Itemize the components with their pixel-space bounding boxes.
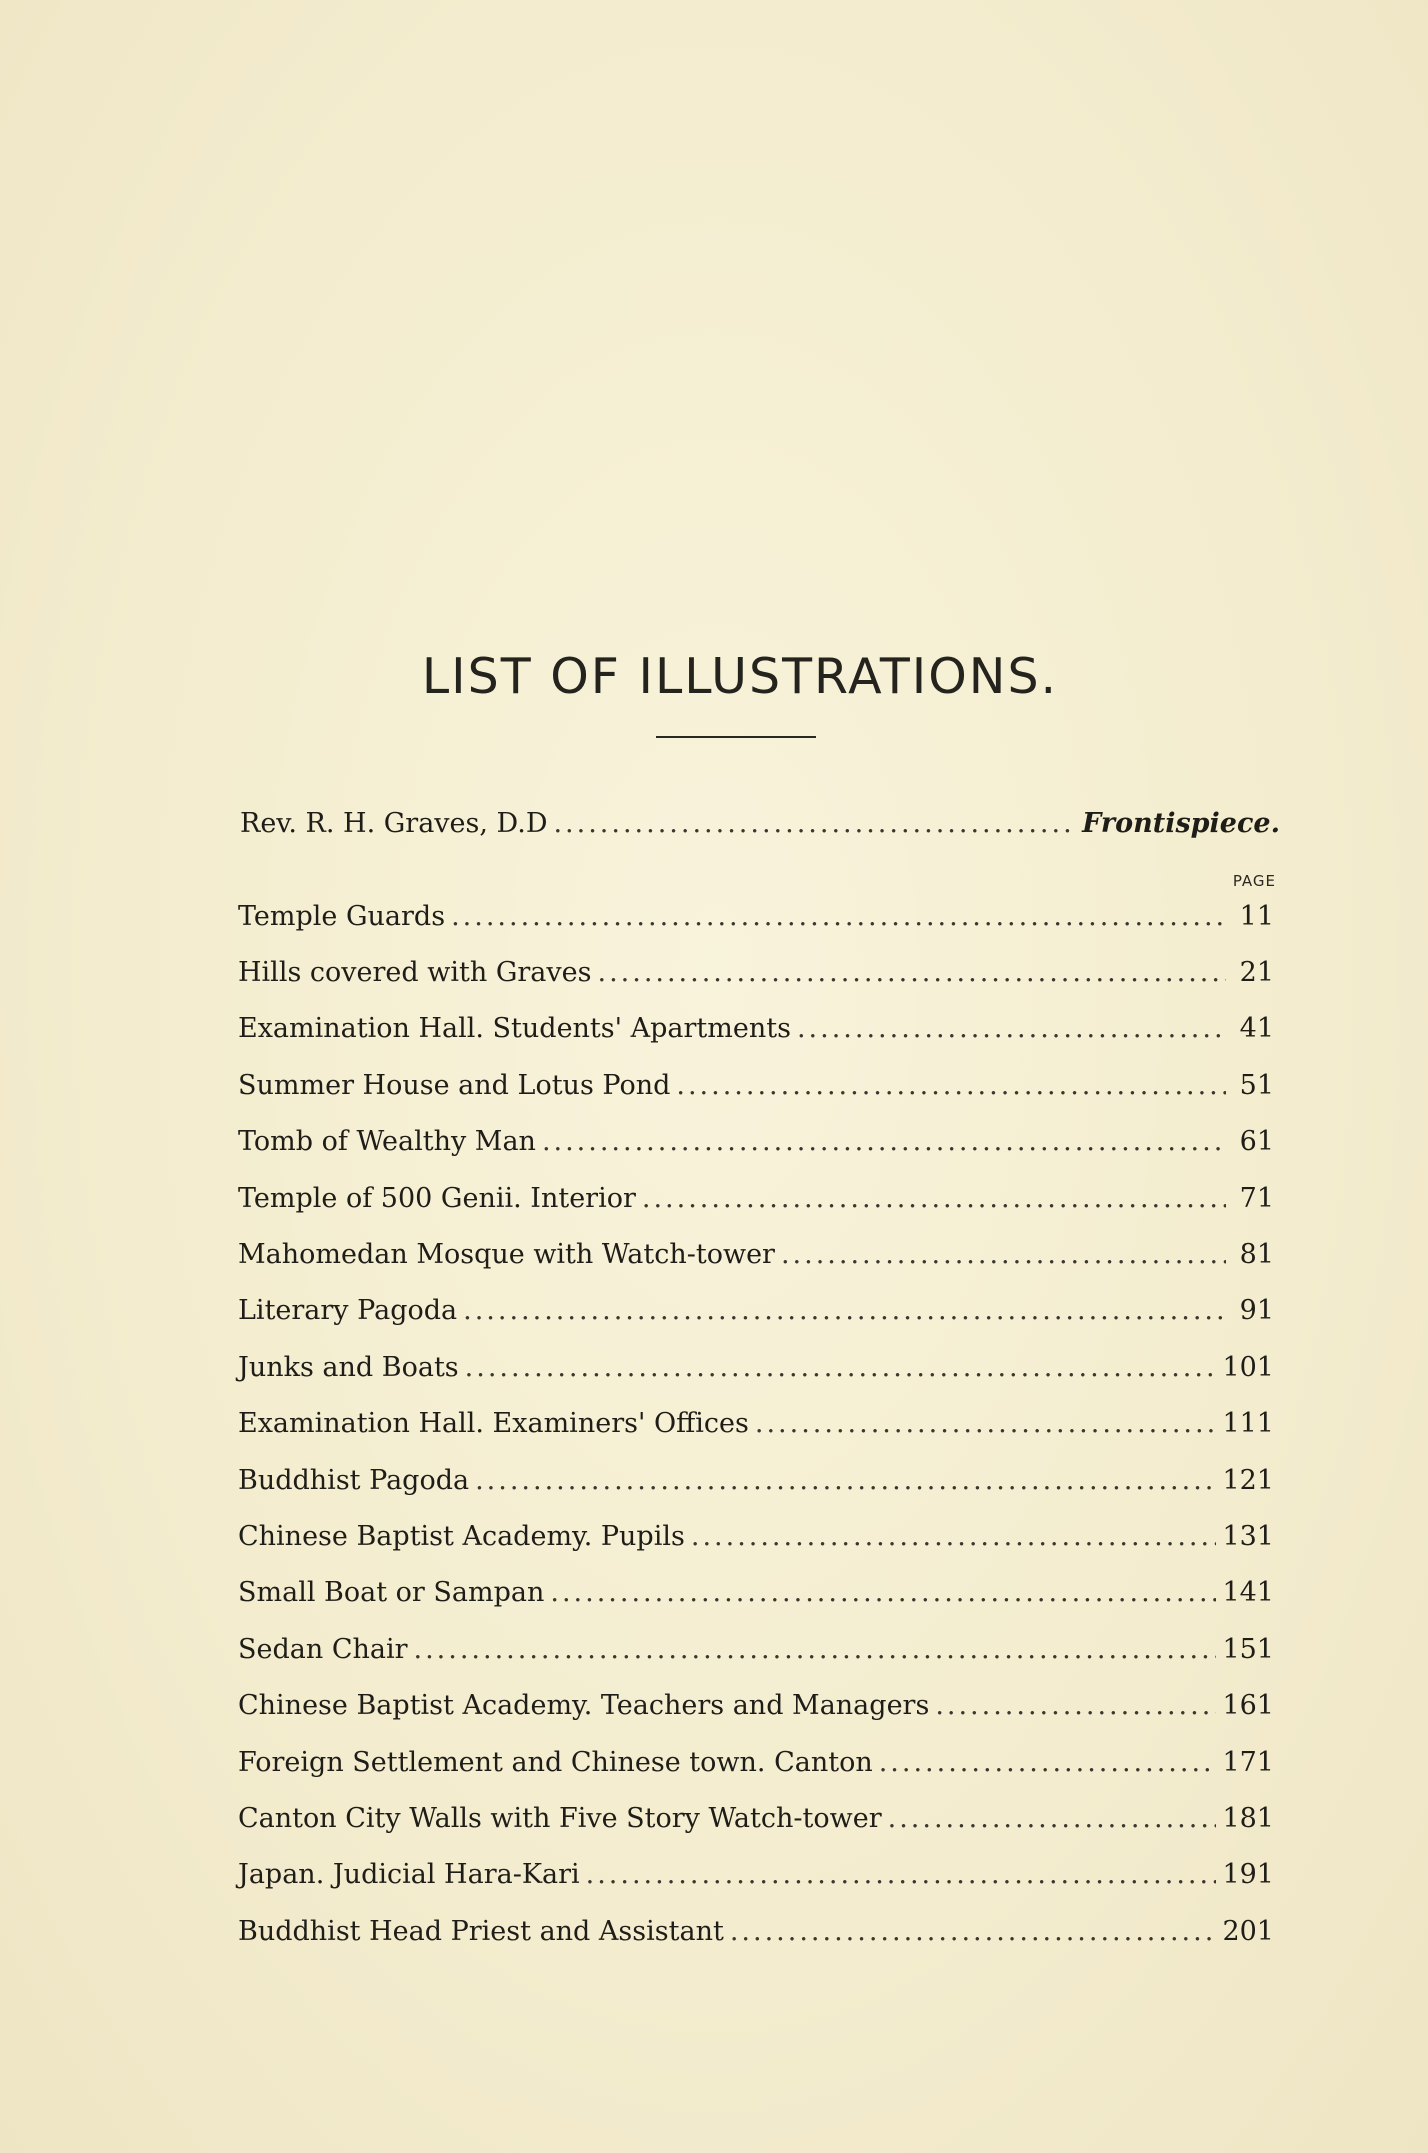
dot-leader bbox=[888, 1803, 1217, 1834]
list-item bbox=[238, 1170, 1274, 1226]
list-item bbox=[238, 1283, 1274, 1339]
illustration-title: Chinese Baptist Academy. Teachers and Managers bbox=[238, 1690, 930, 1722]
illustration-title: Mahomedan Mosque with Watch-tower bbox=[238, 1239, 775, 1271]
illustration-title: Temple of 500 Genii. Interior bbox=[238, 1182, 636, 1214]
frontispiece-value: Frontispiece. bbox=[1082, 808, 1280, 839]
list-item bbox=[238, 1226, 1274, 1282]
dot-leader bbox=[586, 1859, 1217, 1890]
page-number: 71 bbox=[1239, 1182, 1274, 1214]
list-item bbox=[238, 1790, 1274, 1846]
page-number: 51 bbox=[1239, 1069, 1274, 1101]
list-item bbox=[238, 1057, 1274, 1113]
illustration-title: Literary Pagoda bbox=[238, 1295, 458, 1327]
page-number: 151 bbox=[1222, 1633, 1274, 1665]
dot-leader bbox=[781, 1239, 1226, 1270]
dot-leader bbox=[542, 1126, 1226, 1157]
page-number: 161 bbox=[1222, 1690, 1274, 1722]
page-number: 11 bbox=[1239, 900, 1274, 932]
page-number: 41 bbox=[1239, 1013, 1274, 1045]
page-number: 141 bbox=[1222, 1577, 1274, 1609]
illustration-title: Sedan Chair bbox=[238, 1633, 408, 1665]
frontispiece-entry bbox=[240, 808, 1280, 852]
list-item bbox=[238, 1396, 1274, 1452]
dot-leader bbox=[553, 808, 1076, 839]
page-number: 121 bbox=[1222, 1464, 1274, 1496]
dot-leader bbox=[935, 1690, 1216, 1721]
page-number: 91 bbox=[1239, 1295, 1274, 1327]
illustration-title: Canton City Walls with Five Story Watch-tower bbox=[238, 1802, 882, 1834]
dot-leader bbox=[451, 901, 1226, 932]
page-number: 201 bbox=[1222, 1915, 1274, 1947]
dot-leader bbox=[642, 1183, 1226, 1214]
page-column-header: PAGE bbox=[1232, 872, 1276, 890]
illustration-title: Small Boat or Sampan bbox=[238, 1577, 545, 1609]
list-item bbox=[238, 1565, 1274, 1621]
page-number: 111 bbox=[1222, 1408, 1274, 1440]
illustration-title: Hills covered with Graves bbox=[238, 957, 592, 989]
list-item bbox=[238, 1734, 1274, 1790]
dot-leader bbox=[691, 1521, 1217, 1552]
dot-leader bbox=[730, 1916, 1217, 1947]
dot-leader bbox=[597, 957, 1226, 988]
list-item bbox=[238, 1339, 1274, 1395]
dot-leader bbox=[879, 1747, 1217, 1778]
frontispiece-label: Rev. R. H. Graves, D.D bbox=[240, 808, 548, 839]
list-item bbox=[238, 1508, 1274, 1564]
page-number: 61 bbox=[1239, 1126, 1274, 1158]
list-item bbox=[238, 1677, 1274, 1733]
illustration-title: Summer House and Lotus Pond bbox=[238, 1069, 671, 1101]
illustration-title: Japan. Judicial Hara-Kari bbox=[238, 1859, 580, 1891]
illustration-title: Temple Guards bbox=[238, 900, 446, 932]
illustration-title: Junks and Boats bbox=[238, 1351, 459, 1383]
illustration-title: Buddhist Pagoda bbox=[238, 1464, 470, 1496]
illustration-title: Examination Hall. Students' Apartments bbox=[238, 1013, 791, 1045]
illustration-title: Chinese Baptist Academy. Pupils bbox=[238, 1520, 685, 1552]
page-number: 171 bbox=[1222, 1746, 1274, 1778]
illustration-title: Examination Hall. Examiners' Offices bbox=[238, 1408, 749, 1440]
dot-leader bbox=[475, 1465, 1216, 1496]
list-item bbox=[238, 1001, 1274, 1057]
list-item bbox=[238, 888, 1274, 944]
illustration-title: Buddhist Head Priest and Assistant bbox=[238, 1915, 724, 1947]
page-number: 101 bbox=[1222, 1351, 1274, 1383]
dot-leader bbox=[676, 1070, 1226, 1101]
illustration-title: Tomb of Wealthy Man bbox=[238, 1126, 536, 1158]
dot-leader bbox=[755, 1408, 1217, 1439]
page-number: 21 bbox=[1239, 957, 1274, 989]
page-number: 131 bbox=[1222, 1520, 1274, 1552]
list-item bbox=[238, 1452, 1274, 1508]
list-item bbox=[238, 1847, 1274, 1903]
page-title: LIST OF ILLUSTRATIONS. bbox=[421, 647, 1059, 705]
list-item bbox=[238, 1903, 1274, 1959]
dot-leader bbox=[797, 1013, 1226, 1044]
list-item bbox=[238, 1621, 1274, 1677]
page-number: 81 bbox=[1239, 1239, 1274, 1271]
dot-leader bbox=[550, 1577, 1216, 1608]
dot-leader bbox=[463, 1295, 1226, 1326]
dot-leader bbox=[414, 1634, 1217, 1665]
list-item bbox=[238, 1114, 1274, 1170]
list-item bbox=[238, 944, 1274, 1000]
illustrations-list bbox=[238, 888, 1274, 1959]
page-number: 191 bbox=[1222, 1859, 1274, 1891]
dot-leader bbox=[465, 1352, 1217, 1383]
illustration-title: Foreign Settlement and Chinese town. Canton bbox=[238, 1746, 873, 1778]
title-rule bbox=[656, 736, 816, 738]
page-number: 181 bbox=[1222, 1802, 1274, 1834]
